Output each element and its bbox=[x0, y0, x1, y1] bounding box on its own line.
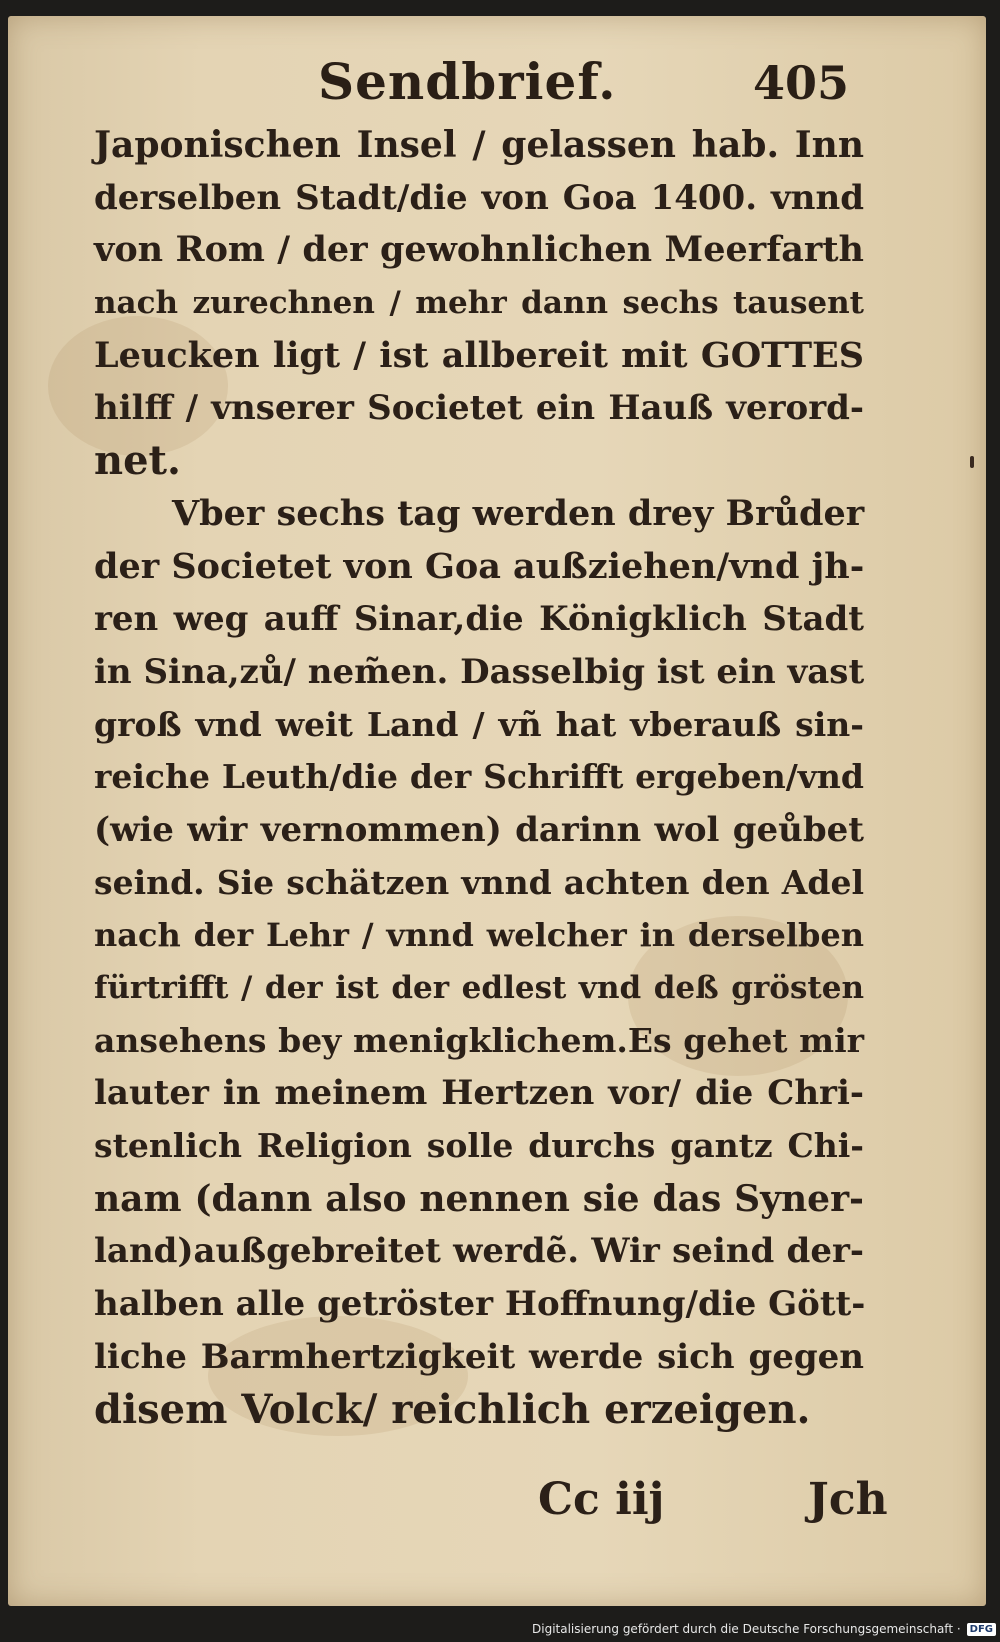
text-line: derselben Stadt/die von Goa 1400. vnnd bbox=[94, 177, 864, 218]
page-footer bbox=[8, 1474, 986, 1544]
text-line: der Societet von Goa außziehen/vnd jh- bbox=[94, 545, 865, 587]
text-line: liche Barmhertzigkeit werde sich gegen bbox=[94, 1336, 864, 1377]
text-line: groß vnd weit Land / vñ hat vberauß sin- bbox=[94, 704, 864, 744]
text-line: disem Volck/ reichlich erzeigen. bbox=[94, 1385, 811, 1433]
text-line: Leucken ligt / ist allbereit mit GOTTES bbox=[94, 334, 864, 376]
catchword: Jch bbox=[808, 1474, 888, 1525]
page-header bbox=[8, 52, 986, 122]
text-line: hilff / vnserer Societet ein Hauß verord- bbox=[94, 388, 864, 429]
text-line: reiche Leuth/die der Schrifft ergeben/vnd bbox=[94, 757, 864, 797]
text-line: lauter in meinem Hertzen vor/ die Chri- bbox=[94, 1073, 864, 1114]
text-line: land)außgebreitet werdẽ. Wir seind der- bbox=[94, 1231, 864, 1272]
text-line: seind. Sie schätzen vnnd achten den Adel bbox=[94, 862, 864, 902]
text-line: ansehens bey menigklichem.Es gehet mir bbox=[94, 1020, 864, 1060]
text-line: halben alle getröster Hoffnung/die Gött- bbox=[94, 1284, 866, 1325]
text-line: nach der Lehr / vnnd welcher in derselben bbox=[94, 916, 864, 955]
dfg-logo-icon: DFG bbox=[967, 1623, 996, 1636]
margin-mark bbox=[970, 456, 974, 468]
text-line: von Rom / der gewohnlichen Meerfarth bbox=[94, 229, 864, 271]
signature-mark: Cc iij bbox=[538, 1474, 665, 1525]
text-line: fürtrifft / der ist der edlest vnd deß grösten bbox=[94, 970, 864, 1006]
text-line: in Sina,zů/ nem̃en. Dasselbig ist ein vast bbox=[94, 651, 865, 692]
text-line: ren weg auff Sinar,die Königklich Stadt bbox=[94, 599, 864, 640]
text-line: net. bbox=[94, 437, 181, 485]
digitization-credit bbox=[532, 1618, 996, 1640]
text-line: stenlich Religion solle durchs gantz Chi- bbox=[94, 1126, 864, 1166]
text-line: nach zurechnen / mehr dann sechs tausent bbox=[94, 285, 864, 322]
text-line: Vber sechs tag werden drey Brůder bbox=[172, 492, 865, 534]
running-title: Sendbrief. bbox=[318, 52, 617, 111]
credit-text: Digitalisierung gefördert durch die Deutsche Forschungsgemeinschaft · bbox=[532, 1622, 961, 1636]
text-line: (wie wir vernommen) darinn wol geůbet bbox=[94, 809, 864, 850]
text-line: Japonischen Insel / gelassen hab. Inn bbox=[94, 124, 864, 166]
body-text bbox=[94, 119, 864, 1436]
page-number: 405 bbox=[753, 56, 850, 110]
book-page bbox=[8, 16, 986, 1606]
text-line: nam (dann also nennen sie das Syner- bbox=[94, 1177, 864, 1220]
